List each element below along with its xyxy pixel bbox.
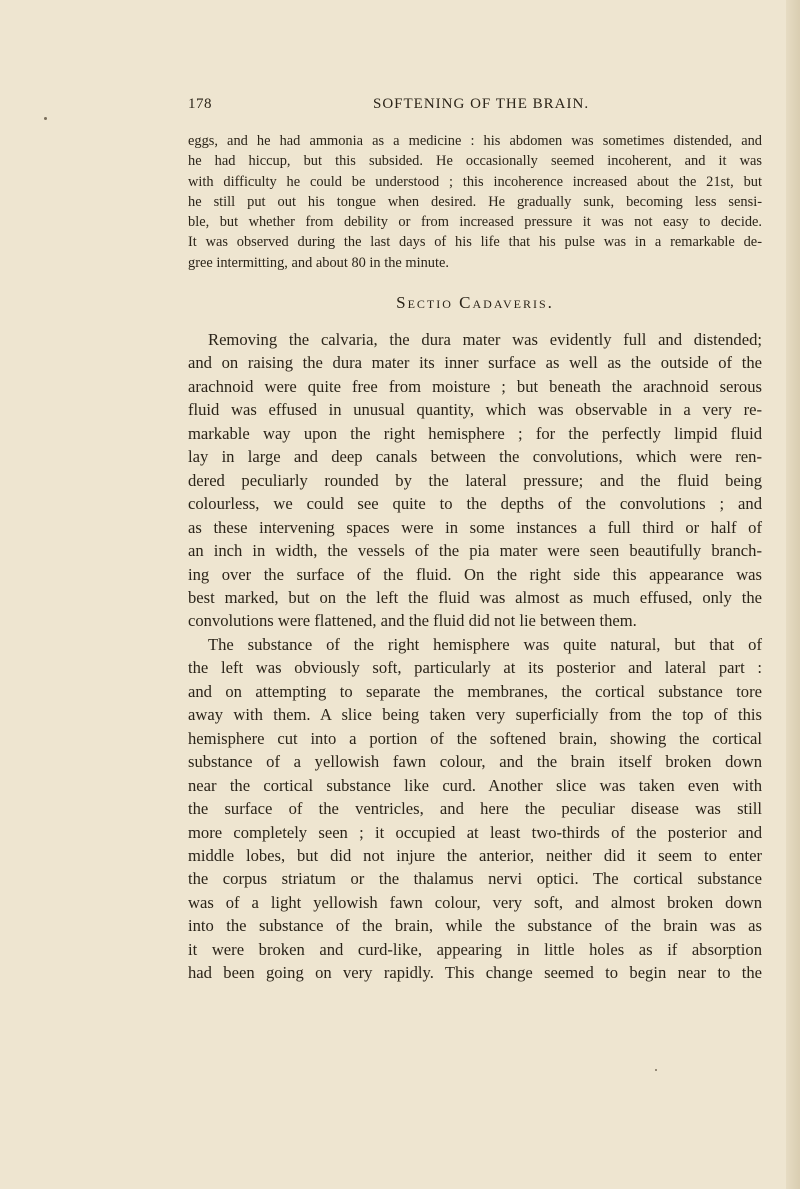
section-body-text [188, 328, 762, 985]
text-line: gree intermitting, and about 80 in the minute. [188, 254, 449, 271]
text-line: dered peculiarly rounded by the lateral pressure; and the fluid being [188, 470, 762, 490]
preceding-case-text [188, 131, 762, 273]
text-line: It was observed during the last days of his life that his pulse was in a remarkable de- [188, 234, 762, 251]
text-line: middle lobes, but did not injure the anterior, neither did it seem to enter [188, 845, 762, 865]
text-line: convolutions were flattened, and the fluid did not lie between them. [188, 611, 637, 631]
text-line: the left was obviously soft, particularly at its posterior and lateral part : [188, 658, 762, 678]
text-line: had been going on very rapidly. This change seemed to begin near to the [188, 963, 762, 983]
text-line: he still put out his tongue when desired. He gradually sunk, becoming less sensi- [188, 193, 762, 210]
page-header [188, 96, 762, 116]
text-line: as these intervening spaces were in some instances a full third or half of [188, 517, 762, 537]
text-line: substance of a yellowish fawn colour, and the brain itself broken down [188, 752, 762, 772]
text-line: lay in large and deep canals between the convolutions, which were ren- [188, 447, 762, 467]
text-line: fluid was effused in unusual quantity, which was observable in a very re- [188, 400, 762, 420]
text-line: The substance of the right hemisphere was quite natural, but that of [208, 634, 762, 654]
text-line: more completely seen ; it occupied at least two-thirds of the posterior and [188, 822, 762, 842]
text-line: hemisphere cut into a portion of the softened brain, showing the cortical [188, 728, 762, 748]
text-line: arachnoid were quite free from moisture ; but beneath the arachnoid serous [188, 376, 762, 396]
text-line: away with them. A slice being taken very superficially from the top of this [188, 705, 762, 725]
text-line: and on raising the dura mater its inner surface as well as the outside of the [188, 353, 762, 373]
page-edge [786, 0, 800, 1189]
text-line: and on attempting to separate the membranes, the cortical substance tore [188, 681, 762, 701]
text-line: Removing the calvaria, the dura mater was evidently full and distended; [208, 330, 762, 349]
text-line: he had hiccup, but this subsided. He occasionally seemed incoherent, and it was [188, 153, 762, 170]
text-line: best marked, but on the left the fluid was almost as much effused, only the [188, 587, 762, 607]
text-line: ble, but whether from debility or from increased pressure it was not easy to decide. [188, 214, 762, 231]
paper-speck [655, 1069, 657, 1071]
text-line: with difficulty he could be understood ; this incoherence increased about the 21st, but [188, 173, 762, 190]
text-line: near the cortical substance like curd. Another slice was taken even with [188, 775, 762, 795]
section-title: Sectio Cadaveris. [396, 293, 554, 312]
text-line: colourless, we could see quite to the depths of the convolutions ; and [188, 494, 762, 514]
text-line: an inch in width, the vessels of the pia mater were seen beautifully branch- [188, 541, 762, 561]
text-line: ing over the surface of the fluid. On the right side this appearance was [188, 564, 762, 584]
text-line: the corpus striatum or the thalamus nervi optici. The cortical substance [188, 869, 762, 889]
text-line: eggs, and he had ammonia as a medicine : his abdomen was sometimes distended, and [188, 133, 762, 149]
running-head: SOFTENING OF THE BRAIN. [373, 96, 590, 112]
paper-speck [44, 117, 47, 120]
text-line: it were broken and curd-like, appearing in little holes as if absorption [188, 939, 762, 959]
text-line: was of a light yellowish fawn colour, very soft, and almost broken down [188, 892, 762, 912]
page-number: 178 [188, 96, 212, 112]
text-line: the surface of the ventricles, and here the peculiar disease was still [188, 799, 762, 819]
text-line: into the substance of the brain, while the substance of the brain was as [188, 916, 762, 936]
text-line: markable way upon the right hemisphere ; for the perfectly limpid fluid [188, 423, 762, 443]
